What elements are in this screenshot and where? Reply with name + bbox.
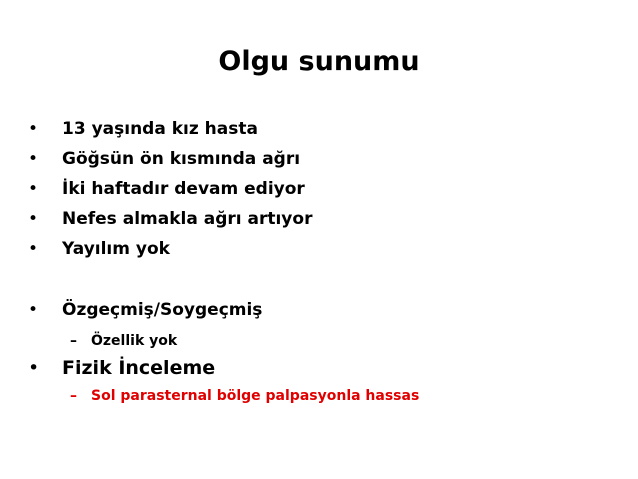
bullet-item — [28, 236, 608, 262]
bullet-dot: • — [28, 357, 40, 379]
bullet-text: Göğsün ön kısmında ağrı — [62, 149, 301, 169]
bullet-dot: • — [28, 149, 39, 169]
bullet-text: Fizik İnceleme — [62, 357, 216, 379]
bullet-item — [28, 146, 608, 172]
bullet-text: Özgeçmiş/Soygeçmiş — [62, 300, 263, 320]
sub-bullet-text: Özellik yok — [91, 333, 178, 349]
slide-title: Olgu sunumu — [218, 46, 420, 77]
bullet-item — [28, 176, 608, 202]
bullet-text: Nefes almakla ağrı artıyor — [62, 209, 313, 229]
bullet-text: İki haftadır devam ediyor — [62, 179, 305, 199]
bullet-text: 13 yaşında kız hasta — [62, 119, 258, 139]
sub-dash: – — [70, 388, 77, 404]
bullet-item-exam — [28, 354, 608, 382]
bullet-dot: • — [28, 239, 39, 259]
bullet-text: Yayılım yok — [62, 239, 170, 259]
bullet-dot: • — [28, 179, 39, 199]
bullet-dot: • — [28, 119, 39, 139]
sub-bullet-exam — [70, 385, 419, 407]
bullet-item — [28, 206, 608, 232]
bullet-dot: • — [28, 300, 39, 320]
sub-dash: – — [70, 333, 77, 349]
sub-bullet-history — [70, 330, 177, 352]
sub-bullet-text: Sol parasternal bölge palpasyonla hassas — [91, 388, 420, 404]
bullet-dot: • — [28, 209, 39, 229]
bullet-item-history — [28, 297, 608, 323]
bullet-item — [28, 116, 608, 142]
